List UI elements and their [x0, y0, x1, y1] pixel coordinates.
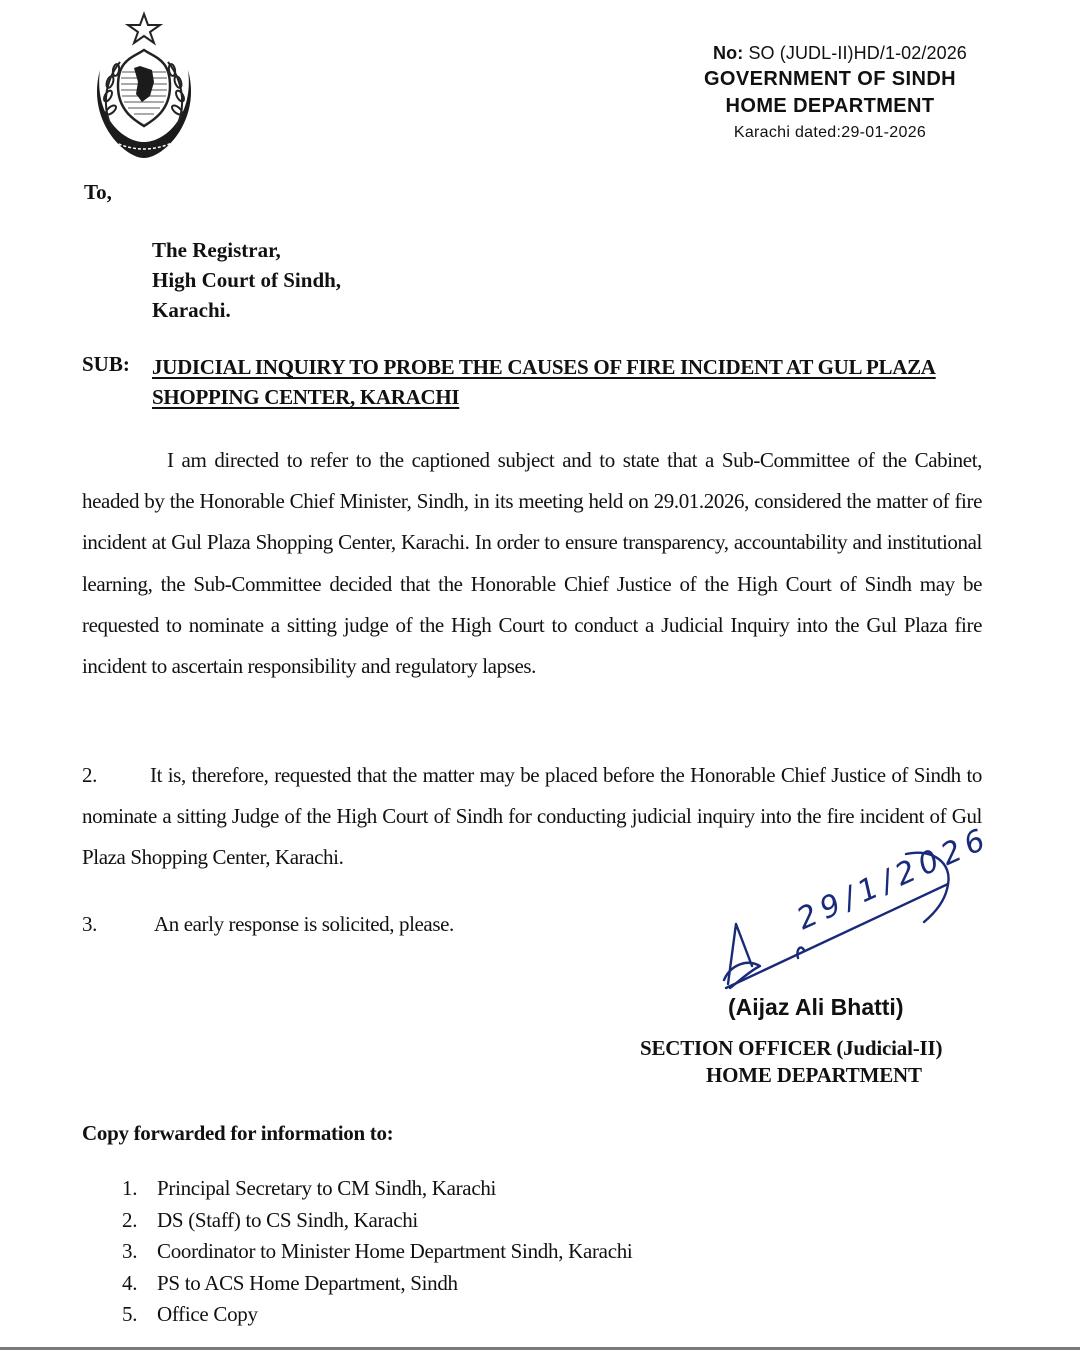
paragraph-number: 3.: [82, 912, 97, 936]
recipient-line: High Court of Sindh,: [152, 268, 342, 292]
list-item-number: 4.: [122, 1270, 138, 1295]
reference-number: [700, 40, 980, 66]
sindh-emblem-icon: [84, 10, 204, 160]
signatory-department: HOME DEPARTMENT: [706, 1063, 922, 1087]
handwritten-signature: [720, 820, 1010, 990]
signature-initial: [724, 924, 760, 988]
list-item-text: PS to ACS Home Department, Sindh: [157, 1270, 458, 1295]
list-item-text: Office Copy: [157, 1302, 258, 1326]
to-label: To,: [84, 180, 112, 204]
reference-label: No:: [713, 43, 744, 63]
list-item: [122, 1205, 632, 1237]
subject-label: SUB:: [82, 352, 130, 376]
recipient-line: The Registrar,: [152, 238, 281, 262]
list-item-text: Coordinator to Minister Home Department Sindh, Karachi: [157, 1239, 633, 1263]
list-item-number: 1.: [122, 1176, 138, 1200]
department-name: HOME DEPARTMENT: [725, 95, 935, 117]
list-item: [122, 1236, 632, 1268]
recipient-address: [152, 235, 341, 325]
list-item-number: 2.: [122, 1207, 138, 1232]
government-emblem: [84, 10, 204, 160]
list-item: [122, 1299, 632, 1331]
list-item: [122, 1173, 632, 1205]
list-item-number: 5.: [122, 1302, 138, 1326]
letter-header: [680, 40, 980, 146]
paragraph-2-text: It is, therefore, requested that the matter may be placed before the Honorable Chief Justice of Sindh to nominate a sitting Judge of the High Court of Sindh for conducting judicial inquiry into the fire incident of Gul Plaza Shopping Center, Karachi.: [82, 763, 982, 870]
signatory-name: (Aijaz Ali Bhatti): [728, 994, 904, 1020]
paragraph-1: I am directed to refer to the captioned subject and to state that a Sub-Committee of the Cabinet, headed by the Honorable Chief Minister, Sindh, in its meeting held on 29.01.2026, considered the matter of fire incident at Gul Plaza Shopping Center, Karachi. In order to ensure transparency, accountability and institutional learning, the Sub-Committee decided that the Honorable Chief Justice of the High Court of Sindh may be requested to nominate a sitting judge of the High Court to conduct a Judicial Inquiry into the Gul Plaza fire incident to ascertain responsibility and regulatory lapses.: [82, 448, 982, 679]
recipient-line: Karachi.: [152, 298, 231, 322]
subject-text: JUDICIAL INQUIRY TO PROBE THE CAUSES OF FIRE INCIDENT AT GUL PLAZA SHOPPING CENTER, KARACHI: [152, 355, 936, 409]
letter-date: Karachi dated:29-01-2026: [733, 124, 927, 141]
copy-forwarded-heading: Copy forwarded for information to:: [82, 1121, 394, 1145]
government-name: GOVERNMENT OF SINDH: [703, 68, 957, 90]
paragraph-3-text: An early response is solicited, please.: [154, 912, 454, 936]
copy-forwarded-list: [122, 1173, 632, 1331]
paragraph-number: 2.: [82, 763, 97, 787]
list-item-text: DS (Staff) to CS Sindh, Karachi: [157, 1207, 418, 1232]
list-item: [122, 1268, 632, 1300]
signatory-title: SECTION OFFICER (Judicial-II): [640, 1036, 943, 1060]
list-item-number: 3.: [122, 1239, 138, 1263]
emblem-star: [128, 14, 160, 43]
signature-date-text: 29/1/2026: [791, 820, 996, 937]
list-item-text: Principal Secretary to CM Sindh, Karachi: [157, 1176, 497, 1200]
reference-value: SO (JUDL-II)HD/1-02/2026: [748, 43, 967, 63]
